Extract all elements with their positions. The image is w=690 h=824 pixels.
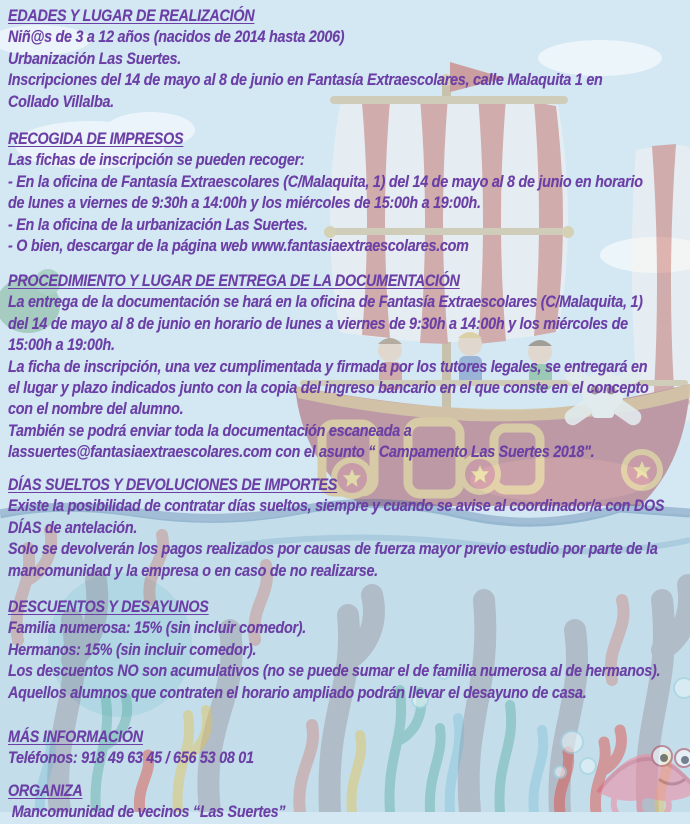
section-mas-informacion [8,727,690,770]
text-line: Inscripciones del 14 de mayo al 8 de junio en Fantasía Extraescolares, calle Malaquita 1 en [8,71,603,90]
text-line: Collado Villalba. [8,92,114,111]
text-line: Hermanos: 15% (sin incluir comedor). [8,640,257,659]
text-line: - O bien, descargar de la página web www.fantasiaextraescolares.com [8,237,469,256]
text-line: Aquellos alumnos que contraten el horario ampliado podrán llevar el desayuno de casa. [8,683,587,702]
text-line: de lunes a viernes de 9:30h a 14:00h y los miércoles de 15:00h a 19:00h. [8,194,481,213]
section-heading: ORGANIZA [8,782,83,800]
text-line: Teléfonos: 918 49 63 45 / 656 53 08 01 [8,749,254,768]
text-line: Solo se devolverán los pagos realizados por causas de fuerza mayor previo estudio por parte de la [8,540,658,559]
section-heading: DESCUENTOS Y DESAYUNOS [8,598,209,616]
text-line: - En la oficina de la urbanización Las Suertes. [8,215,308,234]
text-line: del 14 de mayo al 8 de junio en horario de lunes a viernes de 9:30h a 14:00h y los miércoles de [8,314,628,333]
text-line: - En la oficina de Fantasía Extraescolares (C/Malaquita, 1) del 14 de mayo al 8 de junio en horario [8,172,643,191]
text-line: Niñ@s de 3 a 12 años (nacidos de 2014 hasta 2006) [8,28,345,47]
section-dias-sueltos [8,475,690,582]
text-line: La ficha de inscripción, una vez cumplimentada y firmada por los tutores legales, se entregará en [8,357,648,376]
text-line: Las fichas de inscripción se pueden recoger: [8,151,305,170]
text-line: La entrega de la documentación se hará en la oficina de Fantasía Extraescolares (C/Malaquita, 1) [8,293,643,312]
text-line: Mancomunidad de vecinos “Las Suertes” [8,803,286,822]
text-line: el lugar y plazo indicados junto con la copia del ingreso bancario en el que conste en el concepto [8,379,649,398]
text-line: con el nombre del alumno. [8,400,184,419]
text-line: Urbanización Las Suertes. [8,49,181,68]
section-heading: MÁS INFORMACIÓN [8,728,143,746]
text-line: También se podrá enviar toda la documentación escaneada a [8,421,412,440]
text-line: DÍAS de antelación. [8,518,138,537]
section-descuentos [8,597,690,704]
section-heading: RECOGIDA DE IMPRESOS [8,130,184,148]
text-line: 15:00h a 19:00h. [8,336,115,355]
section-heading: PROCEDIMIENTO Y LUGAR DE ENTREGA DE LA DOCUMENTACIÓN [8,272,460,290]
text-line: lassuertes@fantasiaextraescolares.com con el asunto “ Campamento Las Suertes 2018". [8,443,595,462]
text-line: mancomunidad y la empresa o en caso de no realizarse. [8,561,378,580]
section-edades [8,6,690,113]
section-procedimiento [8,271,690,464]
section-recogida [8,129,690,257]
section-organiza [8,781,690,824]
text-line: Existe la posibilidad de contratar días sueltos, siempre y cuando se avise al coordinador/a con DOS [8,497,665,516]
text-line: Familia numerosa: 15% (sin incluir comedor). [8,619,307,638]
section-heading: DÍAS SUELTOS Y DEVOLUCIONES DE IMPORTES [8,476,338,494]
text-line: Los descuentos NO son acumulativos (no se puede sumar el de familia numerosa al de hermanos). [8,662,661,681]
section-heading: EDADES Y LUGAR DE REALIZACIÓN [8,7,255,25]
